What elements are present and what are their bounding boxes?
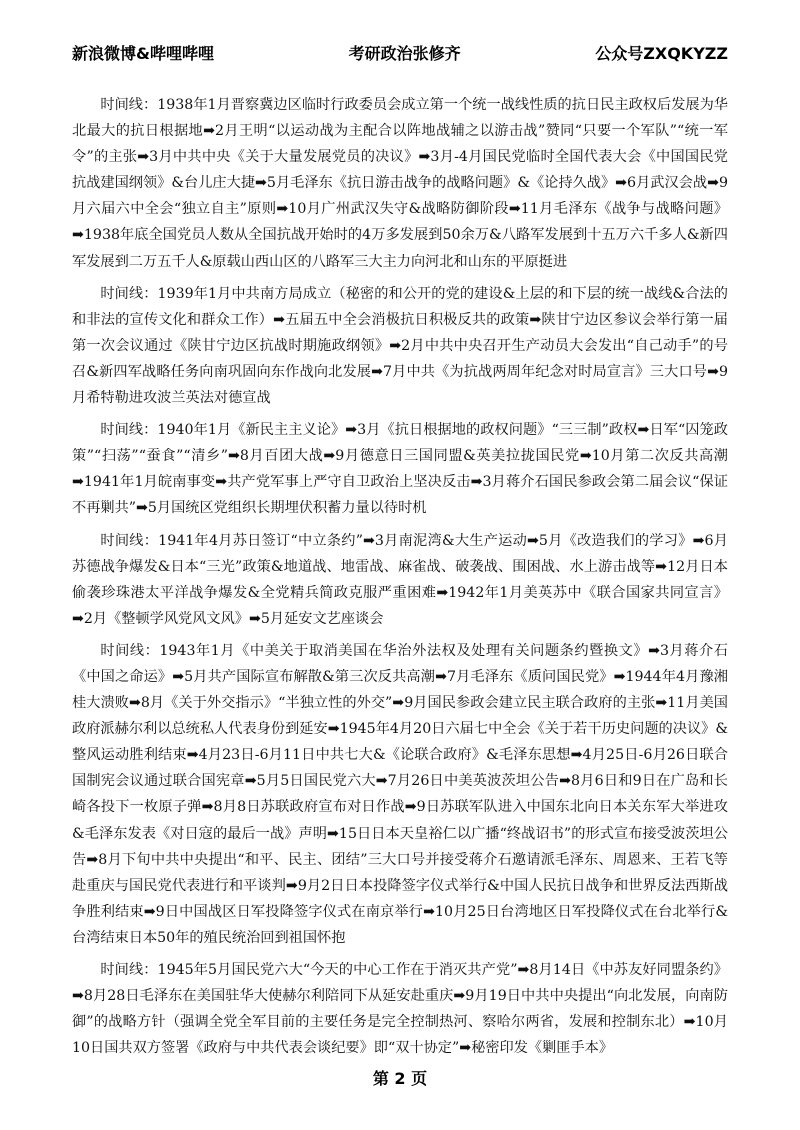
page-number: 第 2 页 bbox=[372, 1069, 428, 1088]
timeline-paragraph-1945: 时间线：1945年5月国民党六大“今天的中心工作在于消灭共产党”➡8月14日《中苏友好同盟条约》➡8月28日毛泽东在美国驻华大使赫尔利陪同下从延安赴重庆➡9月19日中共中央提出“向北发展，向南防御”的战略方针（强调全党全军目前的主要任务是完全控制热河、察哈尔两省，发展和控制东北）➡10月10日国共双方签署《政府与中共代表会谈纪要》即“双十协定”➡秘密印发《剿匪手本》 bbox=[72, 962, 728, 1057]
header-title: 考研政治张修齐 bbox=[348, 43, 461, 63]
page-header bbox=[72, 38, 728, 66]
timeline-paragraph-1940: 时间线：1940年1月《新民主主义论》➡3月《抗日根据地的政权问题》“三三制”政权➡日军“囚笼政策”“扫荡”“蚕食”“清乡”➡8月百团大战➡9月德意日三国同盟&英美拉拢国民党➡10月第二次反共高潮➡1941年1月皖南事变➡共产党军事上严守自卫政治上坚决反击➡3月蒋介石国民参政会第二届会议“保证不再剿共”➡5月国统区党组织长期埋伏积蓄力量以待时机 bbox=[72, 422, 728, 517]
timeline-paragraph-1941: 时间线：1941年4月苏日签订“中立条约”➡3月南泥湾&大生产运动➡5月《改造我们的学习》➡6月苏德战争爆发&日本“三光”政策&地道战、地雷战、麻雀战、破袭战、围困战、水上游击战等➡12月日本偷袭珍珠港太平洋战争爆发&全党精兵简政克服严重困难➡1942年1月美英苏中《联合国家共同宣言》➡2月《整顿学风党风文风》➡5月延安文艺座谈会 bbox=[72, 532, 728, 627]
header-wechat-account: 公众号ZXQKYZZ bbox=[595, 43, 728, 63]
timeline-paragraph-1939: 时间线：1939年1月中共南方局成立（秘密的和公开的党的建设&上层的和下层的统一战线&合法的和非法的宣传文化和群众工作）➡五届五中全会消极抗日积极反共的政策➡陕甘宁边区参议会举行第一届第一次会议通过《陕甘宁边区抗战时期施政纲领》➡2月中共中央召开生产动员大会发出“自己动手”的号召&新四军战略任务向南巩固向东作战向北发展➡7月中共《为抗战两周年纪念对时局宣言》三大口号➡9月希特勒进攻波兰英法对德宣战 bbox=[72, 285, 728, 407]
header-social-accounts: 新浪微博&哔哩哔哩 bbox=[72, 43, 214, 63]
timeline-paragraph-1938: 时间线：1938年1月晋察冀边区临时行政委员会成立第一个统一战线性质的抗日民主政权后发展为华北最大的抗日根据地➡2月王明“以运动战为主配合以阵地战辅之以游击战”赞同“只要一个军队”“统一军令”的主张➡3月中共中央《关于大量发展党员的决议》➡3月-4月国民党临时全国代表大会《中国国民党抗战建国纲领》&台儿庄大捷➡5月毛泽东《抗日游击战争的战略问题》&《论持久战》➡6月武汉会战➡9月六届六中全会“独立自主”原则➡10月广州武汉失守&战略防御阶段➡11月毛泽东《战争与战略问题》➡1938年底全国党员人数从全国抗战开始时的4万多发展到50余万&八路军发展到十五万六千多人&新四军发展到二万五千人&原载山西山区的八路军三大主力向河北和山东的平原挺进 bbox=[72, 97, 728, 270]
timeline-body bbox=[72, 92, 728, 1067]
timeline-paragraph-1943: 时间线：1943年1月《中美关于取消美国在华治外法权及处理有关问题条约暨换文》➡3月蒋介石《中国之命运》➡5月共产国际宣布解散&第三次反共高潮➡7月毛泽东《质问国民党》➡1944年4月豫湘桂大溃败➡8月《关于外交指示》“半独立性的外交”➡9月国民参政会建立民主联合政府的主张➡11月美国政府派赫尔利以总统私人代表身份到延安➡1945年4月20日六届七中全会《关于若干历史问题的决议》&整风运动胜利结束➡4月23日-6月11日中共七大&《论联合政府》&毛泽东思想➡4月25日-6月26日联合国制宪会议通过联合国宪章➡5月5日国民党六大➡7月26日中美英波茨坦公告➡8月6日和9日在广岛和长崎各投下一枚原子弹➡8月8日苏联政府宣布对日作战➡9日苏联军队进入中国东北向日本关东军大举进攻&毛泽东发表《对日寇的最后一战》声明➡15日日本天皇裕仁以广播“终战诏书”的形式宣布接受波茨坦公告➡8月下旬中共中央提出“和平、民主、团结”三大口号并接受蒋介石邀请派毛泽东、周恩来、王若飞等赴重庆与国民党代表进行和平谈判➡9月2日日本投降签字仪式举行&中国人民抗日战争和世界反法西斯战争胜利结束➡9日中国战区日军投降签字仪式在南京举行➡10月25日台湾地区日军投降仪式在台北举行&台湾结束日本50年的殖民统治回到祖国怀抱 bbox=[72, 642, 728, 946]
